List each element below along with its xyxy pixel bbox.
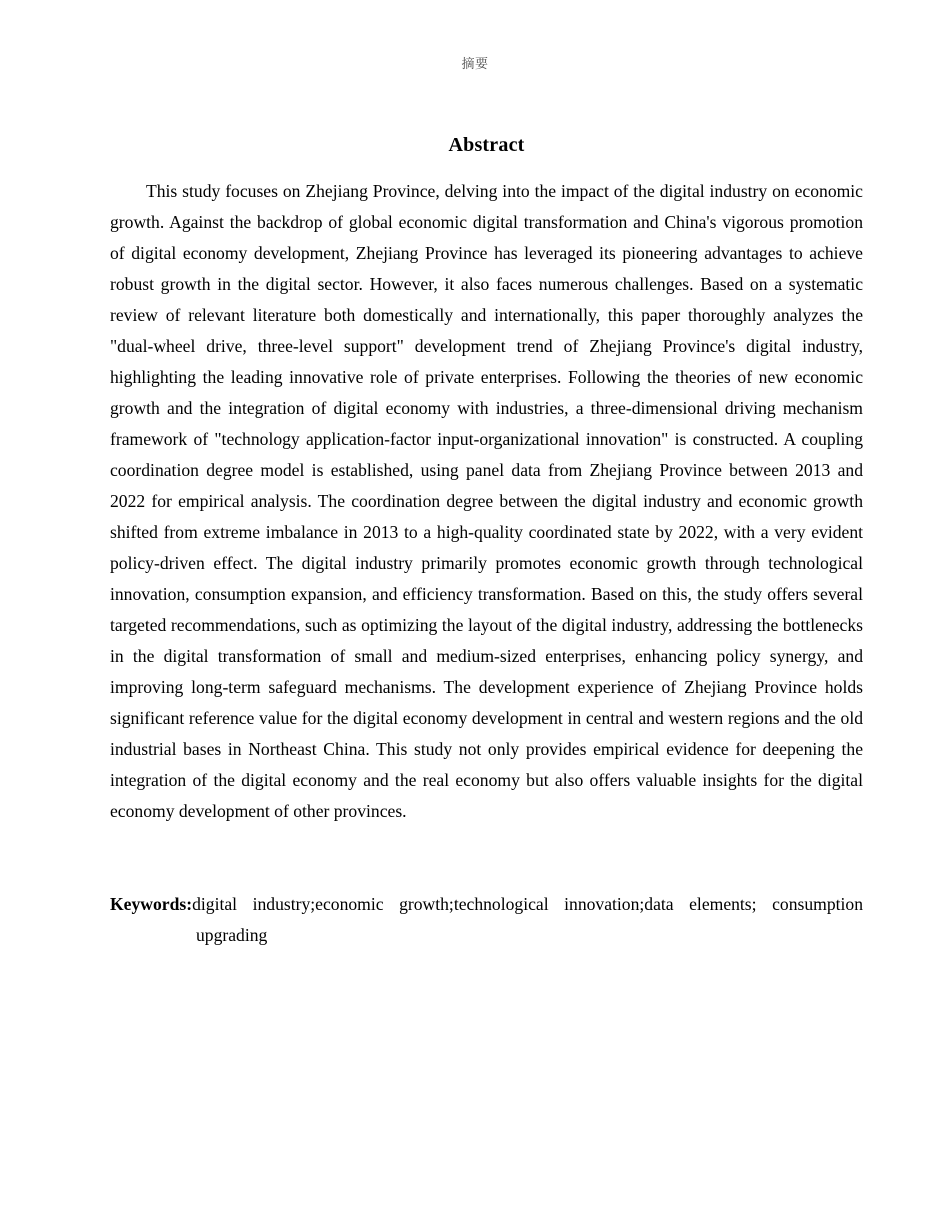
keywords-label: Keywords:	[110, 894, 193, 914]
running-header: 摘要	[461, 57, 489, 72]
document-content	[110, 130, 863, 969]
keywords-value: digital industry;economic growth;technological innovation;data elements; consumption upgrading	[192, 894, 863, 945]
page-title: Abstract	[448, 134, 525, 156]
keywords-section	[110, 889, 863, 951]
abstract-paragraph: This study focuses on Zhejiang Province, delving into the impact of the digital industry on economic growth. Against the backdrop of global economic digital transformation and China's vigorous promotion of digital economy development, Zhejiang Province has leveraged its pioneering advantages to achieve robust growth in the digital sector. However, it also faces numerous challenges. Based on a systematic review of relevant literature both domestically and internationally, this paper thoroughly analyzes the "dual-wheel drive, three-level support" development trend of Zhejiang Province's digital industry, highlighting the leading innovative role of private enterprises. Following the theories of new economic growth and the integration of digital economy with industries, a three-dimensional driving mechanism framework of "technology application-factor input-organizational innovation" is constructed. A coupling coordination degree model is established, using panel data from Zhejiang Province between 2013 and 2022 for empirical analysis. The coordination degree between the digital industry and economic growth shifted from extreme imbalance in 2013 to a high-quality coordinated state by 2022, with a very evident policy-driven effect. The digital industry primarily promotes economic growth through technological innovation, consumption expansion, and efficiency transformation. Based on this, the study offers several targeted recommendations, such as optimizing the layout of the digital industry, addressing the bottlenecks in the digital transformation of small and medium-sized enterprises, enhancing policy synergy, and improving long-term safeguard mechanisms. The development experience of Zhejiang Province holds significant reference value for the digital economy development in central and western regions and the old industrial bases in Northeast China. This study not only provides empirical evidence for deepening the integration of the digital economy and the real economy but also offers valuable insights for the digital economy development of other provinces.	[110, 181, 863, 821]
